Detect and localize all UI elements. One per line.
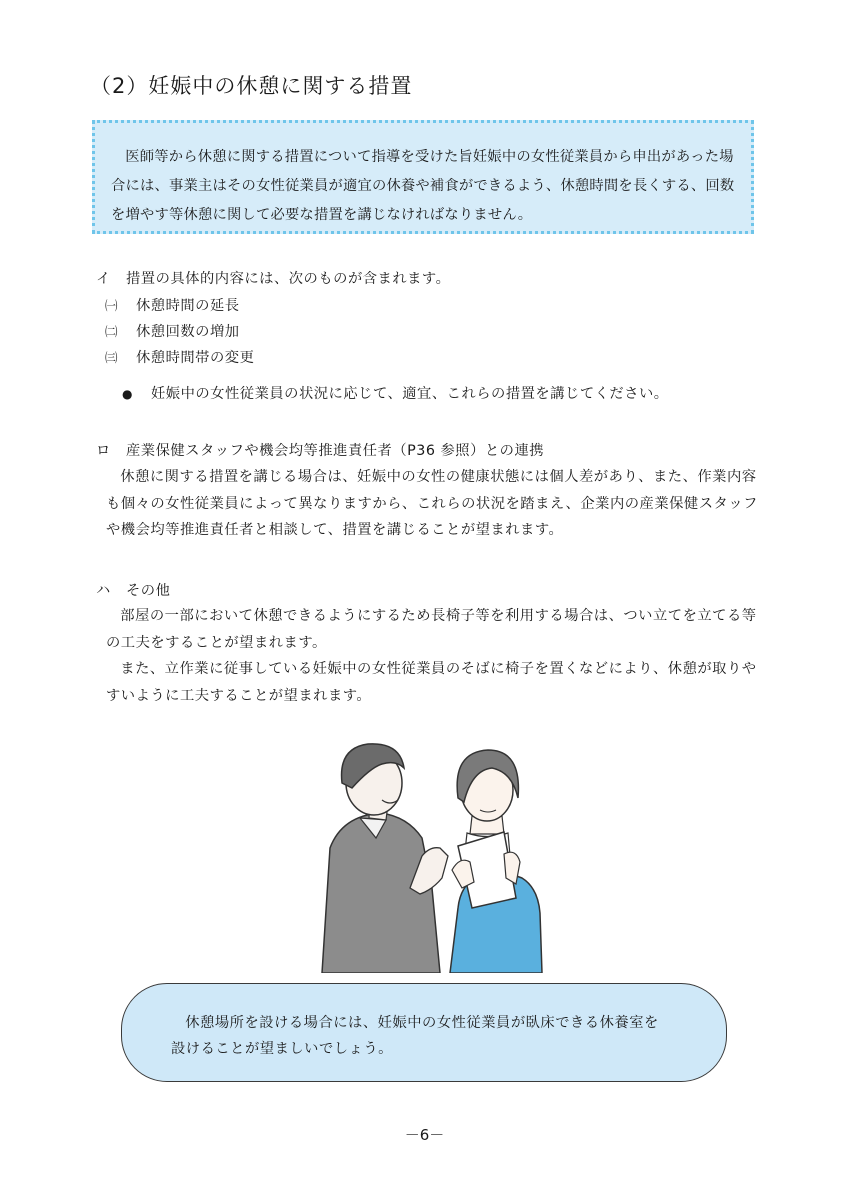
section-ro-body	[106, 464, 762, 544]
callout-line-2: 設けることが望ましいでしょう。	[171, 1041, 393, 1057]
bullet-text: 妊娠中の女性従業員の状況に応じて、適宜、これらの措置を講じてください。	[151, 386, 669, 402]
bullet-note	[122, 383, 669, 403]
list-item	[105, 295, 240, 315]
list-item-label: 休憩回数の増加	[136, 324, 240, 340]
section-ha-paragraph-2: また、立作業に従事している妊娠中の女性従業員のそばに椅子を置くなどにより、休憩が取りやすいように工夫することが望まれます。	[106, 661, 757, 704]
woman-figure	[450, 750, 542, 973]
list-item-label: 休憩時間の延長	[136, 298, 240, 314]
section-ro-paragraph: 休憩に関する措置を講じる場合は、妊娠中の女性の健康状態には個人差があり、また、作業内容も個々の女性従業員によって異なりますから、これらの状況を踏まえ、企業内の産業保健スタッフや機会均等推進責任者と相談して、措置を講じることが望まれます。	[106, 469, 758, 538]
section-i-mark: イ	[96, 271, 111, 287]
man-figure	[322, 744, 448, 973]
page-number: －6－	[404, 1126, 445, 1144]
list-item-label: 休憩時間帯の変更	[136, 350, 255, 366]
callout-line-1: 休憩場所を設ける場合には、妊娠中の女性従業員が臥床できる休養室を	[185, 1015, 659, 1031]
section-ha-paragraph-1: 部屋の一部において休憩できるようにするため長椅子等を利用する場合は、つい立てを立てる等の工夫をすることが望まれます。	[106, 608, 757, 651]
requirement-text: 医師等から休憩に関する措置について指導を受けた旨妊娠中の女性従業員から申出があった場合には、事業主はその女性従業員が適宜の休養や補食ができるよう、休憩時間を長くする、回数を増やす等休憩に関して必要な措置を講じなければなりません。	[111, 149, 735, 223]
section-ro-mark: ロ	[96, 443, 111, 459]
bullet-icon: ●	[122, 387, 133, 401]
section-i-title-line	[96, 268, 450, 288]
list-item-mark: ㈢	[105, 350, 119, 365]
list-item-mark: ㈡	[105, 324, 119, 339]
list-item	[105, 321, 240, 341]
section-ha-body	[106, 603, 762, 709]
callout-box	[121, 983, 727, 1082]
section-ro-title-line	[96, 440, 544, 460]
section-heading: （2）妊娠中の休憩に関する措置	[90, 74, 413, 98]
section-ha-title-line	[96, 580, 170, 600]
list-item-mark: ㈠	[105, 298, 119, 313]
section-ro-title: 産業保健スタッフや機会均等推進責任者（P36 参照）との連携	[126, 443, 545, 459]
requirement-box	[92, 120, 754, 234]
section-ha-mark: ハ	[96, 583, 111, 599]
section-i-title: 措置の具体的内容には、次のものが含まれます。	[126, 271, 451, 287]
consultation-illustration	[312, 738, 562, 973]
list-item	[105, 347, 254, 367]
section-ha-title: その他	[126, 583, 171, 599]
